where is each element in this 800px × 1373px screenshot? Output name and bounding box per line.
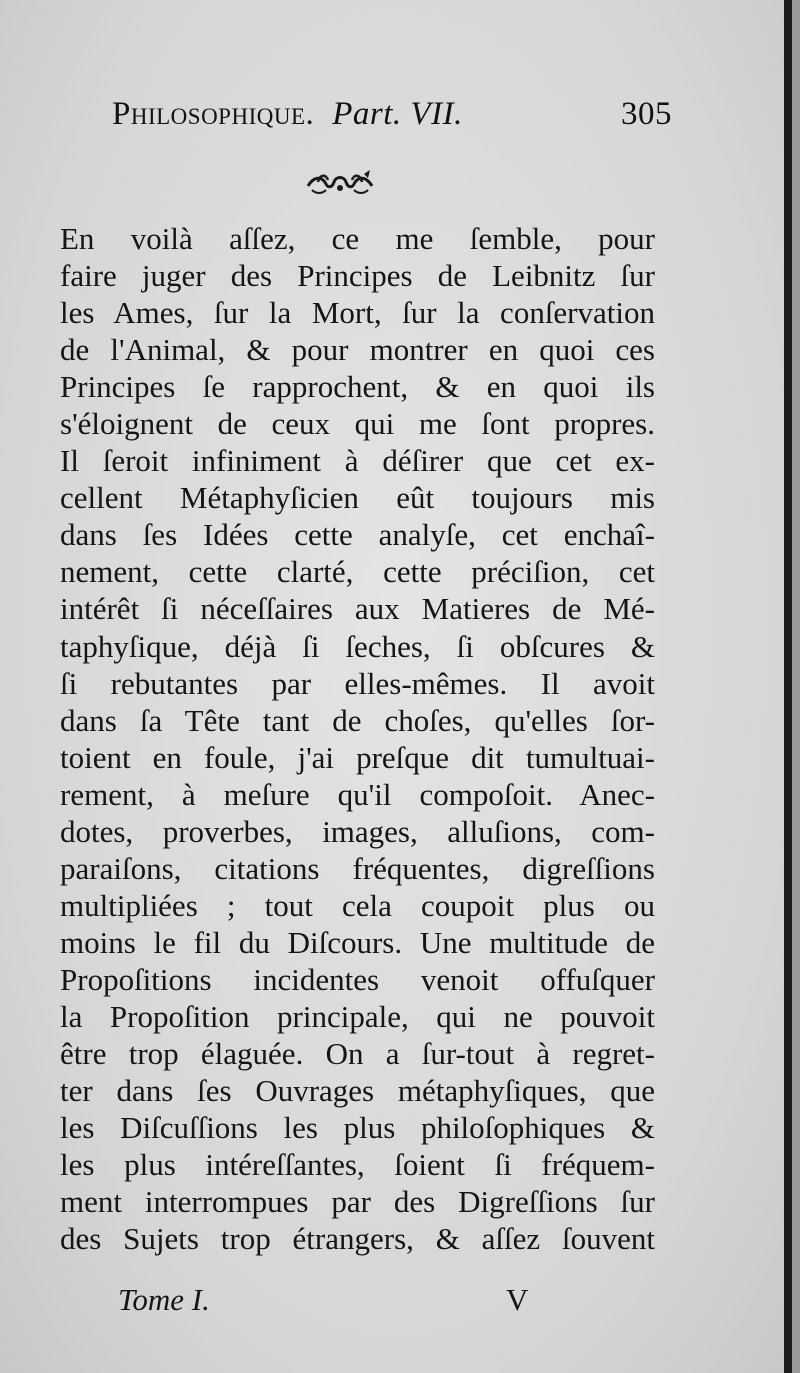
- text-line: cellent Métaphyſicien eût toujours mis: [60, 480, 655, 516]
- text-line: taphyſique, déjà ſi ſeches, ſi obſcures &: [60, 628, 655, 664]
- running-head-title: Philosophique.: [112, 96, 315, 132]
- page-footer: [118, 1282, 538, 1318]
- text-line: les Ames, ſur la Mort, ſur la conſervation: [60, 295, 655, 331]
- text-line: paraiſons, citations fréquentes, digreſſions: [60, 850, 655, 886]
- running-head-part: Part. VII.: [332, 96, 463, 132]
- running-head: [112, 96, 672, 133]
- text-line: toient en foule, j'ai preſque dit tumultuai-: [60, 739, 655, 775]
- text-line: dans ſa Tête tant de choſes, qu'elles ſor-: [60, 702, 655, 738]
- text-line: Propoſitions incidentes venoit offuſquer: [60, 961, 655, 997]
- text-line: Il ſeroit infiniment à déſirer que cet ex-: [60, 443, 655, 479]
- text-line: la Propoſition principale, qui ne pouvoit: [60, 998, 655, 1034]
- text-line: de l'Animal, & pour montrer en quoi ces: [60, 332, 655, 368]
- text-line: ter dans ſes Ouvrages métaphyſiques, que: [60, 1073, 655, 1109]
- text-line: faire juger des Principes de Leibnitz ſur: [60, 258, 655, 294]
- text-line: ment interrompues par des Digreſſions ſur: [60, 1184, 655, 1220]
- text-line: Principes ſe rapprochent, & en quoi ils: [60, 369, 655, 405]
- text-line: s'éloignent de ceux qui me ſont propres.: [60, 406, 655, 442]
- page-edge-shadow: [784, 0, 792, 1373]
- text-line: dotes, proverbes, images, alluſions, com-: [60, 813, 655, 849]
- text-line: des Sujets trop étrangers, & aſſez ſouvent: [60, 1221, 655, 1257]
- body-text: [60, 220, 655, 1257]
- text-line: moins le fil du Diſcours. Une multitude de: [60, 924, 655, 960]
- text-line: les plus intéreſſantes, ſoient ſi fréquem-: [60, 1147, 655, 1183]
- text-line: En voilà aſſez, ce me ſemble, pour: [60, 221, 655, 256]
- text-line: intérêt ſi néceſſaires aux Matieres de Mé-: [60, 591, 655, 627]
- text-line: être trop élaguée. On a ſur-tout à regret-: [60, 1036, 655, 1072]
- text-line: dans ſes Idées cette analyſe, cet enchaî-: [60, 517, 655, 553]
- text-line: nement, cette clarté, cette préciſion, cet: [60, 554, 655, 590]
- fleuron-ornament-icon: [304, 168, 376, 198]
- tome-label: Tome I.: [118, 1282, 210, 1317]
- page-number: 305: [621, 96, 672, 132]
- signature-mark: V: [506, 1282, 529, 1317]
- text-line: multipliées ; tout cela coupoit plus ou: [60, 887, 655, 923]
- text-line: ſi rebutantes par elles-mêmes. Il avoit: [60, 665, 655, 701]
- text-line: les Diſcuſſions les plus philoſophiques &: [60, 1110, 655, 1146]
- text-line: rement, à meſure qu'il compoſoit. Anec-: [60, 776, 655, 812]
